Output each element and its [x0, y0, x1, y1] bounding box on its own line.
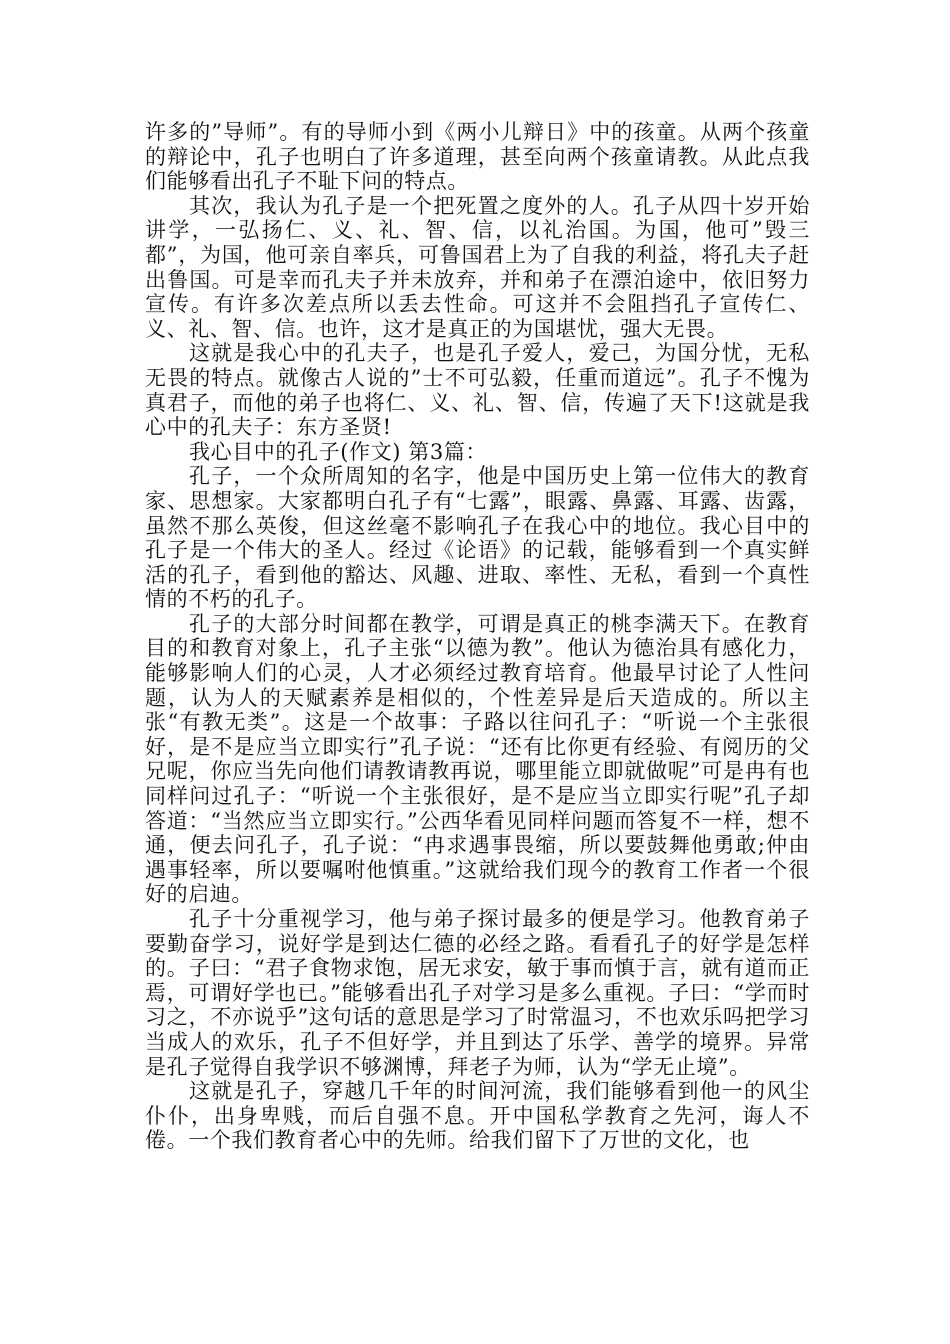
paragraph: 孔子的大部分时间都在教学，可谓是真正的桃李满天下。在教育目的和教育对象上，孔子主张“以德为教”。他认为德治具有感化力，能够影响人们的心灵，人才必须经过教育培育。他最早讨论了人性问题，认为人的天赋素养是相似的，个性差异是后天造成的。所以主张“有教无类”。这是一个故事：子路以往问孔子：“听说一个主张很好，是不是应当立即实行”孔子说：“还有比你更有经验、有阅历的父兄呢，你应当先向他们请教请教再说，哪里能立即就做呢”可是冉有也同样问过孔子：“听说一个主张很好，是不是应当立即实行呢”孔子却答道：“当然应当立即实行。”公西华看见同样问题而答复不一样，想不通，便去问孔子，孔子说：“冉求遇事畏缩，所以要鼓舞他勇敢;仲由遇事轻率，所以要嘱咐他慎重。”这就给我们现今的教育工作者一个很好的启迪。 [145, 611, 810, 907]
paragraph: 孔子，一个众所周知的名字，他是中国历史上第一位伟大的教育家、思想家。大家都明白孔子有“七露”，眼露、鼻露、耳露、齿露，虽然不那么英俊，但这丝毫不影响孔子在我心中的地位。我心目中的孔子是一个伟大的圣人。经过《论语》的记载，能够看到一个真实鲜活的孔子，看到他的豁达、风趣、进取、率性、无私，看到一个真性情的不朽的孔子。 [145, 464, 810, 612]
paragraph: 孔子十分重视学习，他与弟子探讨最多的便是学习。他教育弟子要勤奋学习，说好学是到达仁德的必经之路。看看孔子的好学是怎样的。子曰：“君子食物求饱，居无求安，敏于事而慎于言，就有道而正焉，可谓好学也已。”能够看出孔子对学习是多么重视。子曰：“学而时习之，不亦说乎”这句话的意思是学习了时常温习，不也欢乐吗把学习当成人的欢乐，孔子不但好学，并且到达了乐学、善学的境界。异常是孔子觉得自我学识不够渊博，拜老子为师，认为“学无止境”。 [145, 907, 810, 1079]
document-body [145, 120, 810, 1153]
paragraph: 这就是孔子，穿越几千年的时间河流，我们能够看到他一的风尘仆仆，出身卑贱，而后自强不息。开中国私学教育之先河，诲人不倦。一个我们教育者心中的先师。给我们留下了万世的文化，也 [145, 1079, 810, 1153]
paragraph-continuation: 许多的”导师”。有的导师小到《两小儿辩日》中的孩童。从两个孩童的辩论中，孔子也明白了许多道理，甚至向两个孩童请教。从此点我们能够看出孔子不耻下问的特点。 [145, 120, 810, 194]
paragraph: 其次，我认为孔子是一个把死置之度外的人。孔子从四十岁开始讲学，一弘扬仁、义、礼、智、信，以礼治国。为国，他可”毁三都”，为国，他可亲自率兵，可鲁国君上为了自我的利益，将孔夫子赶出鲁国。可是幸而孔夫子并未放弃，并和弟子在漂泊途中，依旧努力宣传。有许多次差点所以丢去性命。可这并不会阻挡孔子宣传仁、义、礼、智、信。也许，这才是真正的为国堪忧，强大无畏。 [145, 193, 810, 341]
section-heading: 我心目中的孔子(作文) 第3篇： [189, 439, 488, 464]
paragraph: 这就是我心中的孔夫子，也是孔子爱人，爱己，为国分忧，无私无畏的特点。就像古人说的”士不可弘毅，任重而道远”。孔子不愧为真君子，而他的弟子也将仁、义、礼、智、信，传遍了天下!这就是我心中的孔夫子：东方圣贤! [145, 341, 810, 440]
